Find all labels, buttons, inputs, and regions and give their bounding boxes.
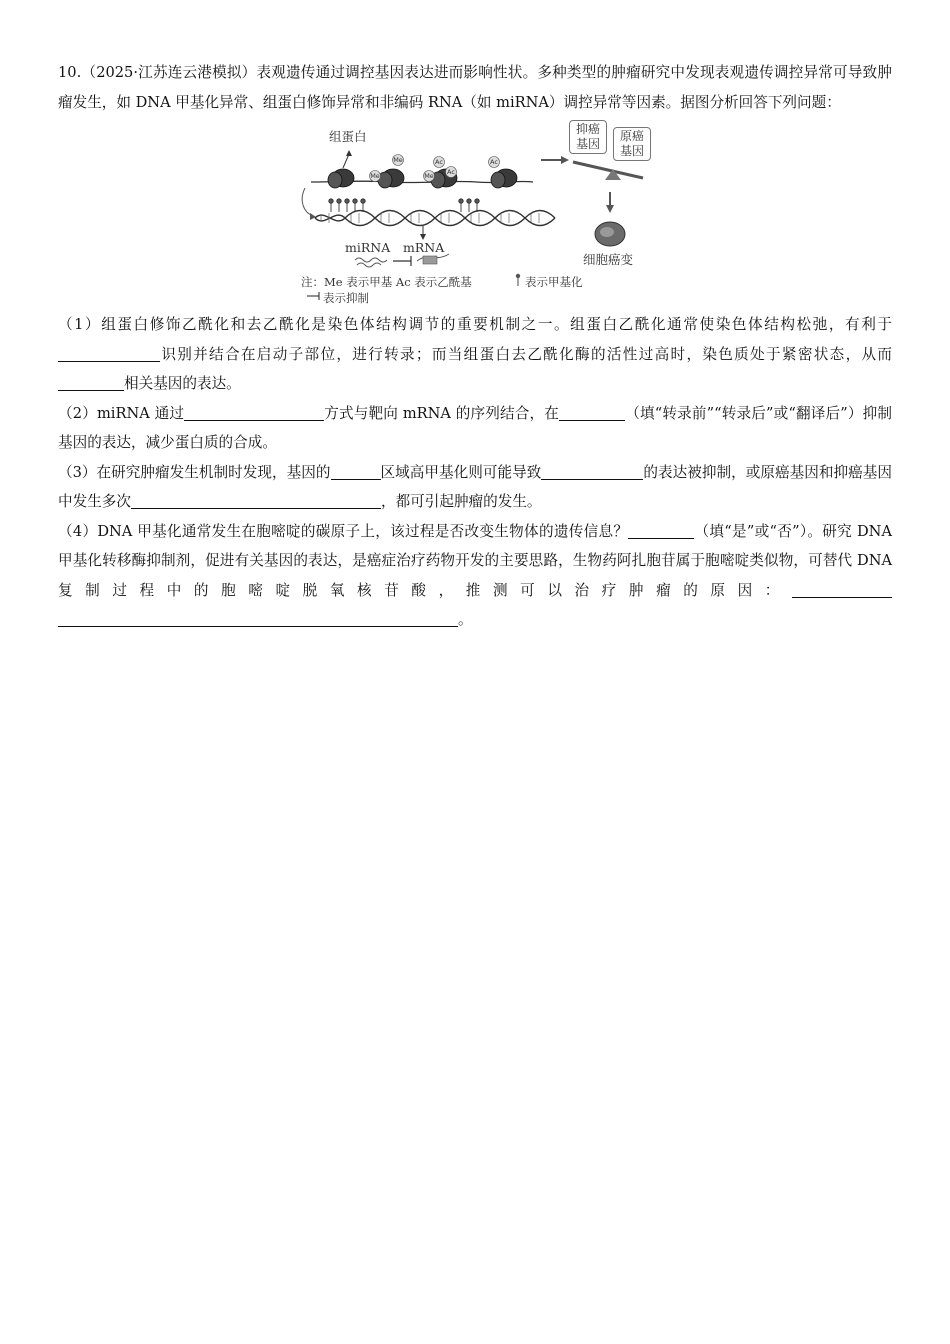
q3-text-1: （3）在研究肿瘤发生机制时发现，基因的 [58,463,331,481]
tumor-suppressor-gene-box: 抑癌基因 [569,120,607,154]
mirna-label: miRNA [345,240,391,255]
q4-blank-1[interactable] [628,521,694,539]
q3-blank-2[interactable] [541,462,643,480]
q4-blank-2b[interactable] [58,609,458,627]
figure-note-methyl: 表示甲基化 [525,275,583,289]
q3-text-4: ，都可引起肿瘤的发生。 [380,493,542,510]
q4-text-1: （4）DNA 甲基化通常发生在胞嘧啶的碳原子上，该过程是否改变生物体的遗传信息？ [58,522,629,540]
cancer-label: 细胞癌变 [583,252,634,267]
q1-blank-1[interactable] [58,344,160,362]
q2-blank-1[interactable] [184,403,324,421]
question-intro [58,58,892,117]
q3-blank-3[interactable] [131,491,381,509]
epigenetics-figure [301,120,661,306]
q3-text-3: 的表达被抑制，或原癌基因和抑癌基因中发生多次 [58,463,892,510]
q2-text-1: （2）miRNA 通过 [58,404,185,422]
histone-label: 组蛋白 [329,129,367,144]
q2-blank-2[interactable] [559,403,625,421]
subquestion-2 [58,399,892,458]
proto-oncogene-box: 原癌基因 [613,127,651,161]
svg-text:Ac: Ac [447,168,455,176]
q1-blank-2[interactable] [58,373,124,391]
svg-text:Me: Me [370,172,380,180]
q2-text-2: 方式与靶向 mRNA 的序列结合，在 [324,404,560,422]
q1-text-3: 相关基因的表达。 [124,375,241,392]
q3-text-2: 区域高甲基化则可能导致 [380,463,542,481]
svg-text:Ac: Ac [435,158,443,166]
q4-blank-2a[interactable] [792,580,892,598]
intro-text: 表观遗传通过调控基因表达进而影响性状。多种类型的肿瘤研究中发现表观遗传调控异常可导致肿瘤发生，如 DNA 甲基化异常、组蛋白修饰异常和非编码 RNA（如 miRNA）调控异常等因素。据图分析回答下列问题： [58,64,892,111]
question-page [58,58,892,635]
svg-text:Me: Me [424,172,434,180]
svg-text:Ac: Ac [490,158,498,166]
subquestion-3 [58,458,892,517]
q4-text-2: （填“是”或“否”）。研究 DNA 甲基化转移酶抑制剂，促进有关基因的表达，是癌症治疗药物开发的主要思路，生物药阿扎胞苷属于胞嘧啶类似物，可替代 DNA 复制过程中的胞嘧啶脱氧核苷酸，推测可以治疗肿瘤的原因： [58,522,892,599]
q1-text-1: （1）组蛋白修饰乙酰化和去乙酰化是染色体结构调节的重要机制之一。组蛋白乙酰化通常使染色体结构松弛，有利于 [58,316,892,333]
figure-note-line2: 表示抑制 [323,291,369,305]
q2-text-3: （填“转录前”“转录后”或“翻译后”）抑制基因的表达，减少蛋白质的合成。 [58,404,892,451]
q4-text-3: 。 [458,611,473,628]
question-source: （2025·江苏连云港模拟） [81,64,257,81]
q1-text-2: 识别并结合在启动子部位，进行转录；而当组蛋白去乙酰化酶的活性过高时，染色质处于紧密状态，从而 [160,345,892,363]
svg-text:Me: Me [393,156,403,164]
q3-blank-1[interactable] [331,462,381,480]
subquestion-1 [58,310,892,399]
subquestion-4 [58,517,892,635]
mrna-label: mRNA [403,240,445,255]
figure-note-line1: 注：Me 表示甲基 Ac 表示乙酰基 [301,275,472,289]
question-number: 10. [58,64,82,81]
